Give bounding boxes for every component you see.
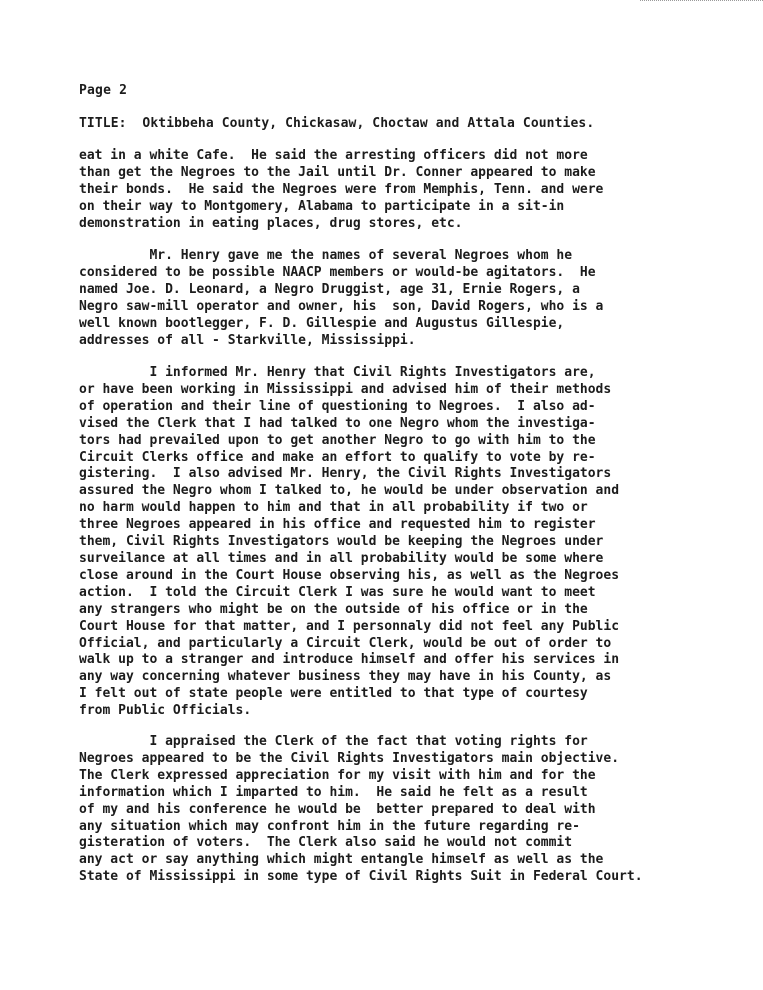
paragraph-text	[79, 734, 749, 886]
text-line: from Public Officials.	[79, 703, 252, 719]
paragraph-1	[79, 148, 749, 233]
text-line: any situation which may confront him in the future regarding re-	[79, 818, 580, 834]
text-line: tors had prevailed upon to get another Negro to go with him to the	[79, 432, 596, 448]
text-line: assured the Negro whom I talked to, he would be under observation and	[79, 483, 620, 499]
text-line: no harm would happen to him and that in all probability if two or	[79, 500, 588, 516]
text-line: any way concerning whatever business they may have in his County, as	[79, 669, 612, 685]
text-line: gistering. I also advised Mr. Henry, the Civil Rights Investigators	[79, 466, 612, 482]
text-line: I felt out of state people were entitled to that type of courtesy	[79, 686, 588, 702]
text-line: or have been working in Mississippi and advised him of their methods	[79, 381, 612, 397]
text-line: than get the Negroes to the Jail until Dr. Conner appeared to make	[79, 164, 596, 180]
text-line: State of Mississippi in some type of Civil Rights Suit in Federal Court.	[79, 869, 643, 885]
text-line: Negroes appeared to be the Civil Rights Investigators main objective.	[79, 750, 620, 766]
text-line: on their way to Montgomery, Alabama to participate in a sit-in	[79, 198, 565, 214]
document-title	[79, 116, 594, 131]
title-text: Oktibbeha County, Chickasaw, Choctaw and Attala Counties.	[142, 116, 595, 131]
text-line: surveilance at all times and in all probability would be some where	[79, 550, 604, 566]
text-line: eat in a white Cafe. He said the arresting officers did not more	[79, 148, 588, 163]
page-number: Page 2	[79, 83, 128, 98]
text-line: close around in the Court House observing his, as well as the Negroes	[79, 567, 620, 583]
text-line: I appraised the Clerk of the fact that voting rights for	[79, 734, 588, 749]
text-line: The Clerk expressed appreciation for my visit with him and for the	[79, 767, 596, 783]
text-line: addresses of all - Starkville, Mississippi.	[79, 332, 416, 348]
text-line: three Negroes appeared in his office and requested him to register	[79, 517, 596, 533]
text-line: Court House for that matter, and I personnaly did not feel any Public	[79, 618, 620, 634]
paragraph-4	[79, 734, 749, 886]
paragraph-3	[79, 365, 749, 720]
text-line: Negro saw-mill operator and owner, his son, David Rogers, who is a	[79, 298, 604, 314]
paragraph-text	[79, 248, 749, 349]
text-line: considered to be possible NAACP members or would-be agitators. He	[79, 264, 596, 280]
text-line: them, Civil Rights Investigators would be keeping the Negroes under	[79, 534, 604, 550]
text-line: Mr. Henry gave me the names of several Negroes whom he	[79, 248, 573, 263]
text-line: any act or say anything which might entangle himself as well as the	[79, 852, 604, 868]
top-edge-divider	[640, 0, 763, 3]
text-line: gisteration of voters. The Clerk also said he would not commit	[79, 835, 573, 851]
text-line: any strangers who might be on the outside of his office or in the	[79, 601, 588, 617]
text-line: of my and his conference he would be better prepared to deal with	[79, 801, 596, 817]
text-line: walk up to a stranger and introduce himself and offer his services in	[79, 652, 620, 668]
title-label: TITLE:	[79, 116, 127, 131]
text-line: Circuit Clerks office and make an effort to qualify to vote by re-	[79, 449, 596, 465]
text-line: vised the Clerk that I had talked to one Negro whom the investiga-	[79, 415, 596, 431]
paragraph-text	[79, 365, 749, 720]
text-line: I informed Mr. Henry that Civil Rights Investigators are,	[79, 365, 596, 380]
paragraph-2	[79, 248, 749, 349]
text-line: of operation and their line of questioning to Negroes. I also ad-	[79, 398, 596, 414]
text-line: information which I imparted to him. He said he felt as a result	[79, 784, 588, 800]
text-line: demonstration in eating places, drug stores, etc.	[79, 215, 463, 231]
text-line: their bonds. He said the Negroes were from Memphis, Tenn. and were	[79, 181, 604, 197]
text-line: well known bootlegger, F. D. Gillespie and Augustus Gillespie,	[79, 315, 565, 331]
text-line: action. I told the Circuit Clerk I was sure he would want to meet	[79, 584, 596, 600]
text-line: named Joe. D. Leonard, a Negro Druggist, age 31, Ernie Rogers, a	[79, 281, 580, 297]
text-line: Official, and particularly a Circuit Clerk, would be out of order to	[79, 635, 612, 651]
paragraph-text	[79, 148, 749, 233]
